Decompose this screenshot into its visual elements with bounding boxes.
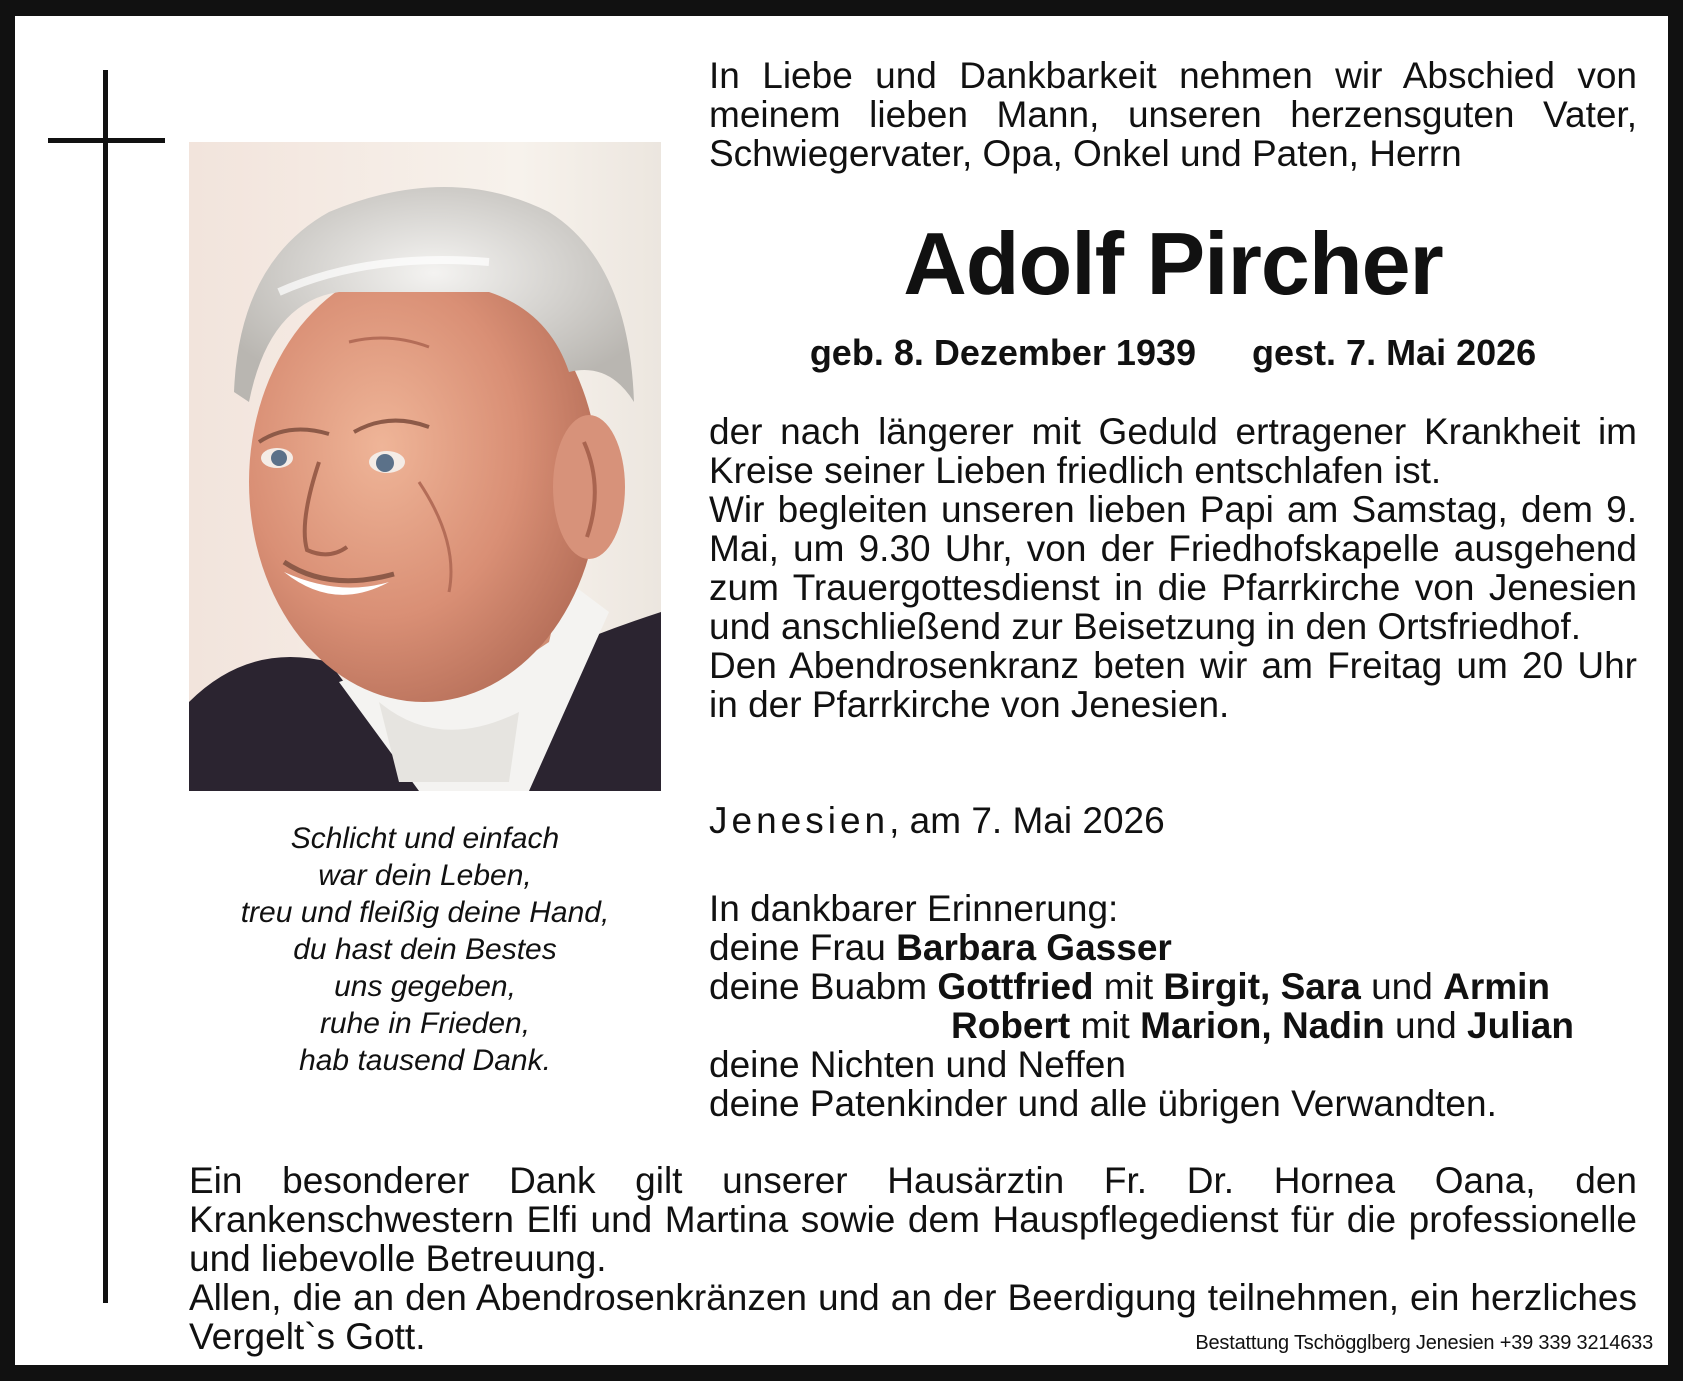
cross-vertical-bar	[103, 70, 108, 1303]
poem-line: war dein Leben,	[318, 859, 532, 892]
funeral-home-credit: Bestattung Tschögglberg Jenesien +39 339 3214633	[1195, 1332, 1653, 1354]
place-town: Jenesien	[709, 800, 890, 841]
mourners-list	[709, 889, 1649, 1123]
life-dates	[709, 331, 1637, 375]
cross-horizontal-bar	[48, 138, 165, 143]
poem-line: hab tausend Dank.	[299, 1044, 551, 1077]
intro-text: In Liebe und Dankbarkeit nehmen wir Abschied von meinem lieben Mann, unseren herzensguten Vater, Schwiegervater, Opa, Onkel und Paten, Herrn	[709, 55, 1637, 174]
thanks-section	[189, 1161, 1637, 1356]
announcement-body	[709, 412, 1637, 724]
mourner-nieces: deine Nichten und Neffen	[709, 1044, 1126, 1085]
mourners-heading: In dankbarer Erinnerung:	[709, 888, 1119, 929]
mourner-wife: deine Frau Barbara Gasser	[709, 927, 1172, 968]
poem-line: du hast dein Bestes	[293, 933, 557, 966]
poem-line: Schlicht und einfach	[290, 822, 560, 855]
poem-line: ruhe in Frieden,	[319, 1007, 531, 1040]
rosary-paragraph: Den Abendrosenkranz beten wir am Freitag um 20 Uhr in der Pfarrkirche von Jenesien.	[709, 645, 1637, 725]
thanks-paragraph: Ein besonderer Dank gilt unserer Hausärztin Fr. Dr. Hornea Oana, den Krankenschwestern Elfi und Martina sowie dem Hauspflegedienst für die professionelle und liebevolle Betreuung.	[189, 1160, 1637, 1279]
poem-line: uns gegeben,	[334, 970, 516, 1003]
funeral-paragraph: Wir begleiten unseren lieben Papi am Samstag, dem 9. Mai, um 9.30 Uhr, von der Friedhofskapelle ausgehend zum Trauergottesdienst in die Pfarrkirche von Jenesien und anschließend zur Beisetzung in den Ortsfriedhof.	[709, 489, 1637, 647]
memorial-poem	[189, 820, 661, 1079]
place-date	[709, 801, 1165, 841]
mourner-son-robert: Robert mit Marion, Nadin und Julian	[951, 1005, 1574, 1046]
poem-line: treu und fleißig deine Hand,	[240, 896, 610, 929]
deceased-name: Adolf Pircher	[903, 214, 1443, 313]
death-date: gest. 7. Mai 2026	[1252, 332, 1537, 373]
thanks-paragraph-2: Allen, die an den Abendrosenkränzen und an der Beerdigung teilnehmen, ein herzliches Vergelt`s Gott.	[189, 1277, 1637, 1357]
mourner-sons: deine Buabm Gottfried mit Birgit, Sara und Armin	[709, 966, 1551, 1007]
place-date-text: , am 7. Mai 2026	[889, 800, 1165, 841]
mourner-godchildren: deine Patenkinder und alle übrigen Verwandten.	[709, 1083, 1497, 1124]
portrait-photo	[189, 142, 661, 791]
birth-date: geb. 8. Dezember 1939	[809, 332, 1197, 373]
passing-paragraph: der nach längerer mit Geduld ertragener Krankheit im Kreise seiner Lieben friedlich entschlafen ist.	[709, 411, 1637, 491]
